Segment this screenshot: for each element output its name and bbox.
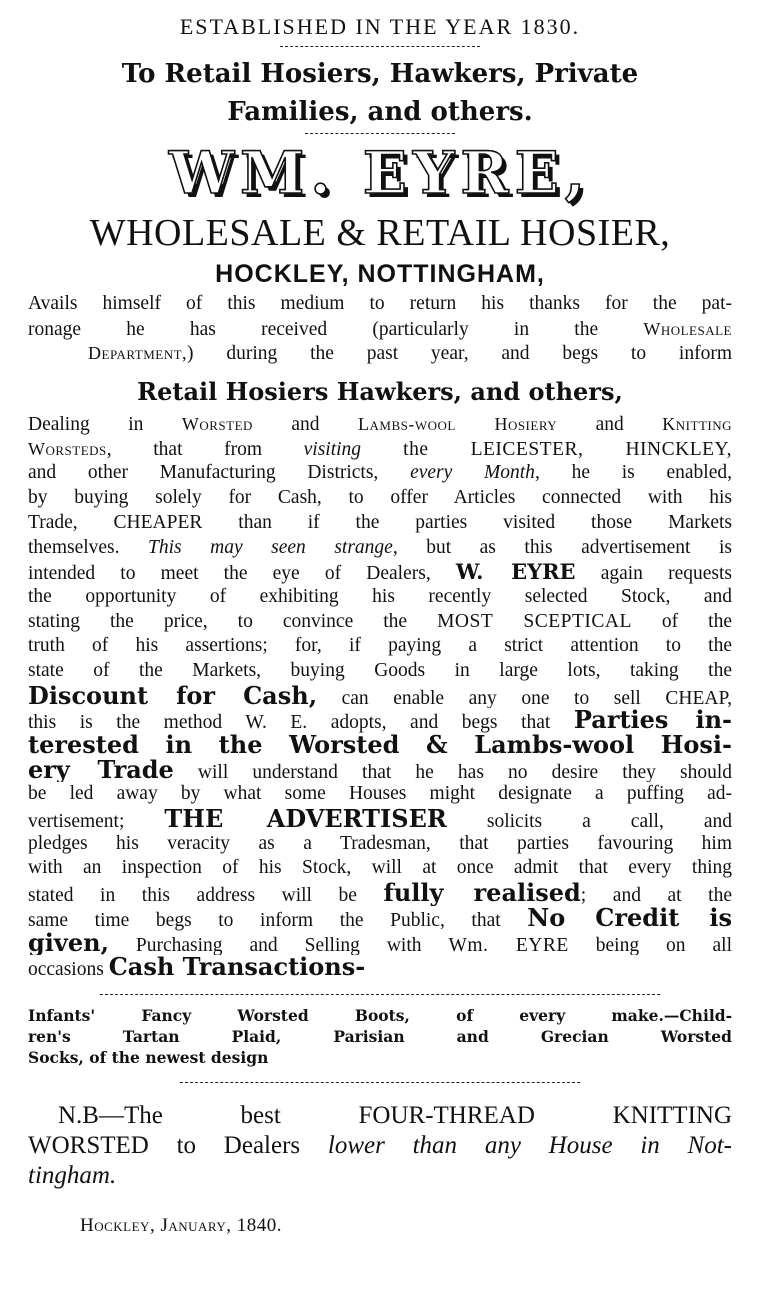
text-line xyxy=(28,906,732,931)
text-segment: , but as this advertisement is xyxy=(392,536,732,558)
text-segment: This may seen strange xyxy=(148,536,393,558)
text-segment: Lambs-wool Hosiery xyxy=(358,414,558,435)
text-segment: be led away by what some Houses might designate a puffing ad- xyxy=(28,783,732,805)
text-segment: by buying solely for Cash, to offer Articles connected with his xyxy=(28,487,732,509)
text-segment: visiting xyxy=(303,438,362,460)
text-line xyxy=(28,317,732,342)
text-line xyxy=(28,684,732,709)
subheading: Retail Hosiers Hawkers, and others, xyxy=(137,377,623,407)
text-line xyxy=(28,659,732,684)
text-line xyxy=(28,881,732,906)
text-line xyxy=(28,955,732,980)
text-segment: with an inspection of his Stock, will at once admit that every thing xyxy=(28,857,732,879)
text-segment: Cash Transactions- xyxy=(108,955,366,980)
text-segment: every Month xyxy=(410,462,535,484)
address-line: HOCKLEY, NOTTINGHAM, xyxy=(215,260,545,288)
text-segment: Dealing in xyxy=(28,414,182,436)
text-segment: ; and at the xyxy=(580,885,732,906)
text-line xyxy=(28,511,732,536)
main-paragraph xyxy=(0,412,760,980)
text-segment: Knitting xyxy=(662,414,732,435)
text-segment: and other Manufacturing Districts, xyxy=(28,462,411,484)
text-segment: stating the price, to convince the xyxy=(28,610,438,632)
text-line xyxy=(28,1131,732,1161)
trade-title: WHOLESALE & RETAIL HOSIER, xyxy=(89,212,671,254)
text-segment: Worsteds xyxy=(28,438,107,459)
text-segment: intended to meet the eye of Dealers, xyxy=(28,563,456,585)
text-segment: and xyxy=(252,414,359,436)
text-segment: Purchasing and Selling with xyxy=(108,934,449,956)
text-line xyxy=(28,832,732,857)
text-segment: WORSTED to Dealers xyxy=(28,1131,328,1159)
divider xyxy=(280,46,480,47)
text-segment: will understand that he has no desire they should xyxy=(173,761,732,783)
date-line: Hockley, January, 1840. xyxy=(80,1214,282,1236)
text-segment: Trade, CHEAPER than if the parties visited those Markets xyxy=(28,511,732,533)
text-line xyxy=(28,585,732,610)
text-segment: this is the method W. E. adopts, and begs that xyxy=(28,712,574,733)
audience-line-2: Families, and others. xyxy=(227,97,533,127)
text-segment: pledges his veracity as a Tradesman, that parties favouring him xyxy=(28,832,732,854)
established-line: ESTABLISHED IN THE YEAR 1830. xyxy=(179,14,581,39)
nb-paragraph xyxy=(0,1101,760,1191)
text-segment: Discount for Cash, xyxy=(28,683,318,709)
text-segment: ) during the past year, and begs to inform xyxy=(187,343,732,365)
text-line xyxy=(28,733,732,758)
text-line: ren's Tartan Plaid, Parisian and Grecian Worsted xyxy=(28,1026,732,1046)
text-segment: tingham. xyxy=(28,1161,117,1189)
text-line xyxy=(28,931,732,956)
text-line: Socks, of the newest design xyxy=(28,1047,269,1067)
text-line xyxy=(28,758,732,783)
text-segment: Wholesale xyxy=(643,318,732,339)
text-line xyxy=(28,536,732,561)
text-line xyxy=(28,486,732,511)
text-segment: Worsted xyxy=(181,414,253,435)
text-segment: lower than any House in Not- xyxy=(327,1131,732,1159)
intro-paragraph xyxy=(0,292,760,366)
text-line xyxy=(28,610,732,635)
text-line xyxy=(28,634,732,659)
text-line xyxy=(28,708,732,733)
text-segment: No Credit is xyxy=(527,905,732,931)
text-segment: THE ADVERTISER xyxy=(164,807,447,832)
text-segment: of the xyxy=(631,610,732,632)
divider xyxy=(100,994,660,995)
text-segment: and xyxy=(557,414,663,436)
text-line xyxy=(28,856,732,881)
text-segment: N.B—The best FOUR-THREAD KNITTING xyxy=(58,1101,732,1129)
text-segment: Avails himself of this medium to return his thanks for the pat- xyxy=(28,293,732,314)
text-segment: fully realised xyxy=(383,881,581,906)
text-line xyxy=(28,560,732,585)
text-segment: can enable any one to sell CHEAP, xyxy=(317,687,732,709)
text-line xyxy=(28,782,732,807)
text-line xyxy=(28,807,732,832)
text-segment: solicits a call, and xyxy=(446,811,732,832)
text-segment: being on all xyxy=(568,934,732,956)
text-segment: given, xyxy=(28,930,109,956)
text-segment: , that from xyxy=(106,438,304,460)
text-line xyxy=(28,1161,732,1191)
text-segment: , he is enabled, xyxy=(534,462,732,484)
text-segment: same time begs to inform the Public, that xyxy=(28,909,528,931)
text-line xyxy=(28,341,732,366)
text-segment: MOST SCEPTICAL xyxy=(437,610,632,632)
text-line: Infants' Fancy Worsted Boots, of every make.—Child- xyxy=(28,1005,732,1025)
text-segment: again requests xyxy=(575,563,732,585)
text-segment: stated in this address will be xyxy=(28,885,384,906)
merchant-name: WM. EYRE, xyxy=(169,139,591,207)
text-segment: occasions xyxy=(28,959,109,980)
text-line xyxy=(28,437,732,462)
text-segment: state of the Markets, buying Goods in large lots, taking the xyxy=(28,659,732,681)
text-line xyxy=(28,1101,732,1131)
text-segment: vertisement; xyxy=(28,811,165,832)
text-segment: the LEICESTER, HINCKLEY, xyxy=(361,438,732,460)
divider xyxy=(180,1082,580,1083)
text-segment: W. EYRE xyxy=(455,560,576,585)
products-paragraph xyxy=(0,1005,760,1068)
text-line xyxy=(28,412,732,437)
text-segment: themselves. xyxy=(28,536,149,558)
text-segment: truth of his assertions; for, if paying a strict attention to the xyxy=(28,635,732,657)
text-line xyxy=(28,461,732,486)
text-segment: ronage he has received (particularly in the xyxy=(28,318,644,340)
text-segment: the opportunity of exhibiting his recently selected Stock, and xyxy=(28,585,732,607)
text-segment: Department, xyxy=(88,343,188,364)
text-segment: terested in the Worsted & Lambs-wool Hosi- xyxy=(28,733,732,758)
text-segment: Wm. EYRE xyxy=(448,934,569,956)
text-segment: Parties in- xyxy=(573,708,732,733)
divider xyxy=(305,133,455,134)
text-segment: ery Trade xyxy=(28,757,174,783)
audience-line-1: To Retail Hosiers, Hawkers, Private xyxy=(121,59,639,89)
advertisement-page xyxy=(0,12,760,1307)
text-line xyxy=(28,292,732,317)
